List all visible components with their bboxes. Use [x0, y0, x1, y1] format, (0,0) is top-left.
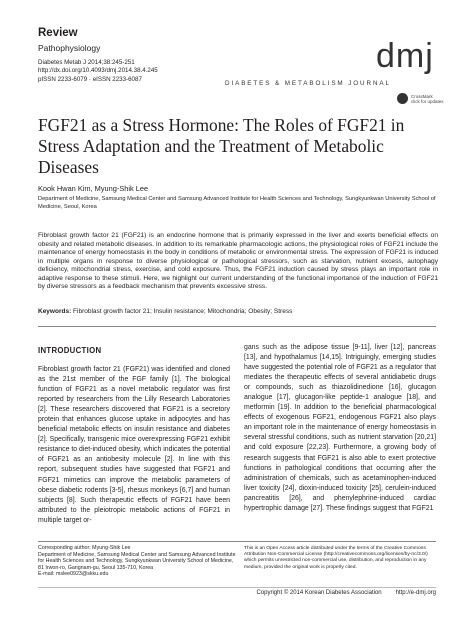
section-heading: INTRODUCTION: [38, 346, 102, 355]
body-column-right: gans such as the adipose tissue [9-11], liver [12], pancreas [13], and hypothalamus [14,15]. Intriguingly, emerging studies have suggested the potential role of FGF21 as a regulator that mediates the therapeutic effects of several antidiabetic drugs or compounds, such as thiazolidinedione [16], glucagon analogue [17], glucagon-like peptide-1 analogue [18], and metformin [19]. In addition to the beneficial pharmacological effects of exogenous FGF21, endogenous FGF21 also plays an important role in the maintenance of energy homeostasis in several stressful conditions, such as nutrient starvation [20,21] and cold exposure [22,23]. Furthermore, a growing body of research suggests that FGF21 is also able to exert protective functions in pathological conditions that occurring after the administration of chemicals, such as acetaminophen-induced liver toxicity [24], dioxin-induced toxicity [25], cerulein-induced pancreatitis [26], and phenylephrine-induced cardiac hypertrophic damage [27]. These findings suggest that FGF21: [244, 344, 436, 512]
doi-link[interactable]: http://dx.doi.org/10.4093/dmj.2014.38.4.245: [38, 67, 158, 75]
authors: Kook Hwan Kim, Myung-Shik Lee: [38, 184, 149, 193]
keywords-list: Fibroblast growth factor 21; Insulin resistance; Mitochondria; Obesity; Stress: [73, 308, 293, 315]
crossmark-badge[interactable]: [397, 93, 444, 104]
page-footer: [180, 590, 436, 596]
keywords: [38, 308, 438, 317]
journal-logo: dmj: [376, 37, 434, 75]
body-column-left: Fibroblast growth factor 21 (FGF21) was identified and cloned as the 21st member of the FGF family [1]. The biological function of FGF21 as a novel metabolic regulator was first reported by researchers from the Lilly Research Laboratories [2]. These researchers discovered that FGF21 is a secretory protein that enhances glucose uptake in adipocytes and has beneficial metabolic effects on insulin resistance and diabetes [2]. Specifically, transgenic mice overexpressing FGF21 exhibit resistance to diet-induced obesity, which indicates the potential of FGF21 as an antiobesity molecule [2]. In line with this report, subsequent studies have suggested that FGF21 and FGF21 mimetics can improve the metabolic parameters of obese diabetic rodents [3-5], rhesus monkeys [6,7] and human subjects [8]. Such therapeutic effects of FGF21 have been attributed to the pleiotropic metabolic actions of FGF21 in multiple target or-: [38, 366, 230, 524]
issn: pISSN 2233-6079 · eISSN 2233-6087: [38, 75, 142, 83]
divider: [38, 326, 436, 327]
keywords-label: Keywords:: [38, 308, 72, 315]
license-note: This is an Open Access article distributed under the terms of the Creative Commons Attribution Non-Commercial License (http://creativecommons.org/licenses/by-nc/3.0/) which permits unrestricted non-commercial use, distribution, and reproduction in any medium, provided the original work is properly cited.: [244, 546, 428, 570]
crossmark-line1: CrossMark: [411, 93, 433, 99]
divider: [38, 587, 436, 588]
citation: Diabetes Metab J 2014;38:245-251: [38, 59, 135, 66]
abstract: Fibroblast growth factor 21 (FGF21) is an endocrine hormone that is primarily expressed in the liver and exerts beneficial effects on obesity and related metabolic diseases. In addition to its remarkable pharmacologic actions, the physiological roles of FGF21 include the maintenance of energy homeostasis in the body in conditions of metabolic or environmental stress. The expression of FGF21 is induced in multiple organs in response to diverse physiological or pathological stressors, such as starvation, nutrient excess, autophagy deficiency, mitochondrial stress, exercise, and cold exposure. Thus, the FGF21 induction caused by stress plays an important role in adaptive response to these stimuli. Here, we highlight our current understanding of the functional importance of the induction of FGF21 by diverse stressors as a feedback mechanism that prevents excessive stress.: [38, 232, 438, 290]
crossmark-line2: click for updates: [411, 98, 444, 104]
journal-url[interactable]: http://e-dmj.org: [395, 590, 436, 596]
crossmark-text: [411, 94, 444, 104]
crossmark-icon: [397, 93, 408, 104]
article-type: Review: [38, 27, 78, 39]
correspondence: Corresponding author: Myung-Shik Lee Department of Medicine, Samsung Medical Center and Samsung Advanced Institute for Health Sciences and Technology, Sungkyunkwan University School of Medicine, 81 Irwon-ro, Gangnam-gu, Seoul 135-710, Korea E-mail: mslee0923@skku.edu: [38, 545, 236, 578]
article-section: Pathophysiology: [38, 43, 101, 53]
divider: [38, 541, 436, 542]
affiliation: Department of Medicine, Samsung Medical Center and Samsung Advanced Institute for Health Sciences and Technology, Sungkyunkwan University School of Medicine, Seoul, Korea: [38, 196, 436, 210]
citation-block: [38, 59, 158, 84]
journal-name: DIABETES & METABOLISM JOURNAL: [225, 80, 391, 87]
copyright: Copyright © 2014 Korean Diabetes Association: [256, 590, 382, 596]
article-title: FGF21 as a Stress Hormone: The Roles of FGF21 in Stress Adaptation and the Treatment of Metabolic Diseases: [38, 115, 405, 177]
